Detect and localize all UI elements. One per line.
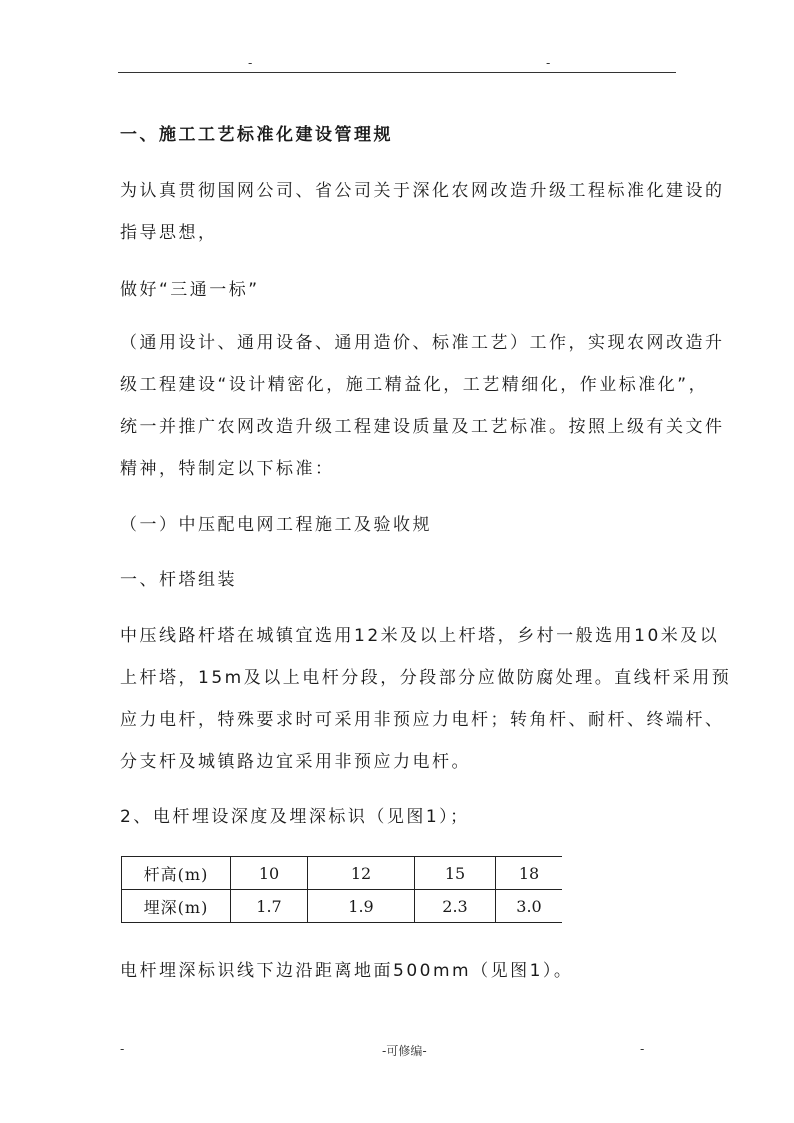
paragraph-line: （通用设计、通用设备、通用造价、标准工艺）工作，实现农网改造升 (120, 333, 725, 353)
paragraph-line: 统一并推广农网改造升级工程建设质量及工艺标准。按照上级有关文件 (120, 417, 725, 437)
header-rule (118, 72, 676, 73)
footer-right-mark: - (640, 1042, 645, 1056)
section-title: 一、施工工艺标准化建设管理规 (120, 125, 393, 145)
item-heading: 2、电杆埋设深度及埋深标识（见图1）； (120, 807, 470, 827)
paragraph-line: 应力电杆，特殊要求时可采用非预应力电杆；转角杆、耐杆、终端杆、 (120, 710, 725, 730)
paragraph-line: 电杆埋深标识线下边沿距离地面500mm（见图1）。 (120, 961, 574, 981)
paragraph-line: 精神，特制定以下标准： (120, 459, 335, 479)
item-heading: 一、杆塔组装 (120, 570, 237, 590)
table-cell: 2.3 (415, 890, 496, 923)
paragraph-line: 中压线路杆塔在城镇宜选用12米及以上杆塔，乡村一般选用10米及以 (120, 626, 720, 646)
table-cell: 12 (308, 857, 415, 890)
paragraph-line: 级工程建设“设计精密化，施工精益化，工艺精细化，作业标准化”， (120, 375, 709, 395)
paragraph-line: 指导思想， (120, 223, 218, 243)
table-cell: 1.9 (308, 890, 415, 923)
table-cell: 15 (415, 857, 496, 890)
paragraph-line: 为认真贯彻国网公司、省公司关于深化农网改造升级工程标准化建设的 (120, 181, 725, 201)
pole-depth-table (121, 856, 562, 923)
paragraph-line: 上杆塔，15m及以上电杆分段，分段部分应做防腐处理。直线杆采用预 (120, 668, 732, 688)
table-cell: 1.7 (231, 890, 308, 923)
table-row (122, 890, 563, 923)
table-row (122, 857, 563, 890)
header-right-mark: - (546, 56, 551, 70)
footer-center-text: -可修编- (382, 1044, 427, 1058)
footer-left-mark: - (120, 1042, 125, 1056)
subsection-heading: （一）中压配电网工程施工及验收规 (120, 515, 432, 535)
table-cell: 18 (496, 857, 563, 890)
table-row-label: 埋深(m) (122, 890, 231, 923)
table-cell: 10 (231, 857, 308, 890)
paragraph-line: 分支杆及城镇路边宜采用非预应力电杆。 (120, 752, 471, 772)
header-left-mark: - (248, 56, 253, 70)
table-row-label: 杆高(m) (122, 857, 231, 890)
paragraph-line: 做好“三通一标” (120, 280, 260, 300)
table-cell: 3.0 (496, 890, 563, 923)
